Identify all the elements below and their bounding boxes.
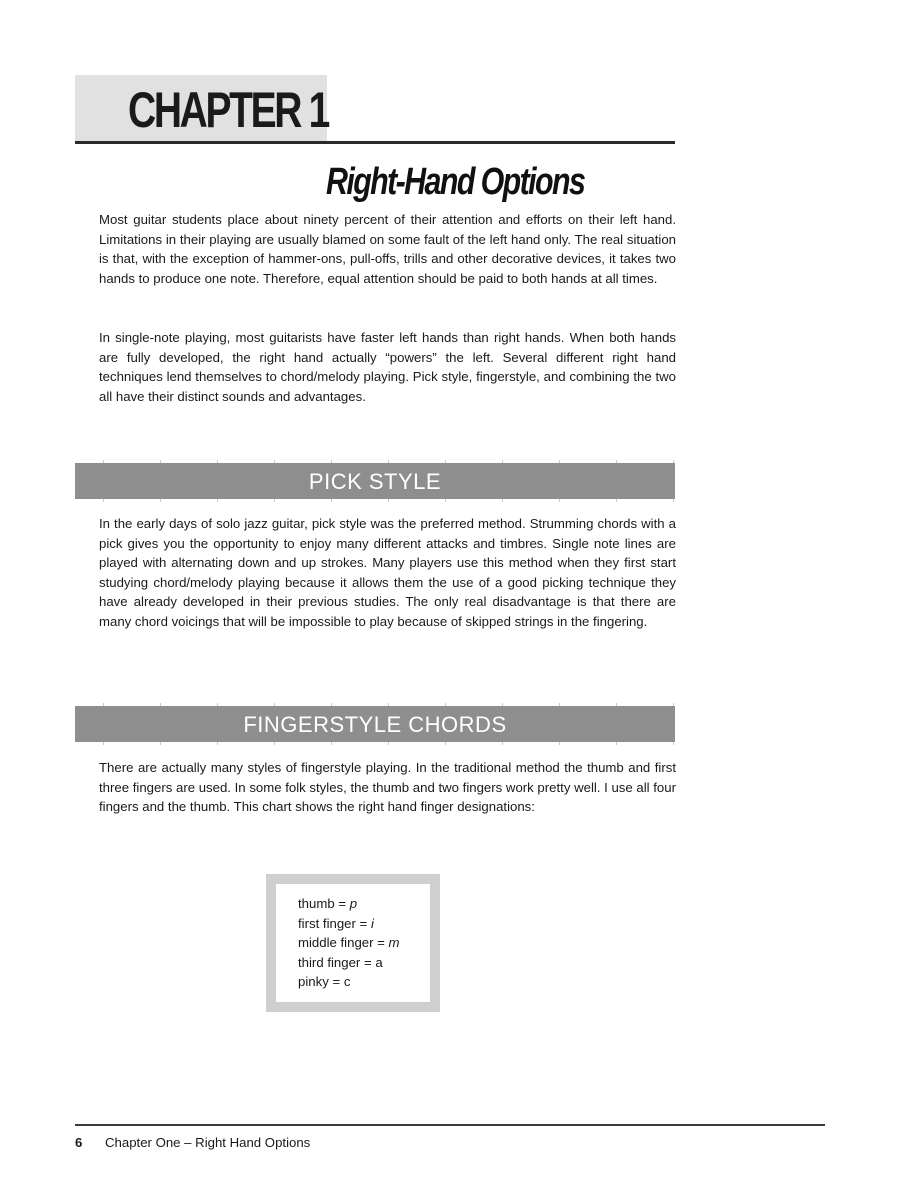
- finger-label: middle finger =: [298, 935, 389, 950]
- chapter-label: CHAPTER 1: [128, 82, 328, 138]
- chapter-rule: [75, 141, 675, 144]
- finger-symbol: c: [343, 974, 351, 989]
- section-header-ticks-top: [75, 703, 675, 706]
- footer-rule: [75, 1124, 825, 1126]
- page-footer: [75, 1134, 310, 1152]
- finger-designation-chart: [266, 874, 440, 1012]
- page-title: Right-Hand Options: [326, 161, 585, 203]
- section-header-ticks-top: [75, 460, 675, 463]
- section-header-fingerstyle-chords: [75, 706, 675, 742]
- finger-symbol: p: [349, 896, 358, 911]
- finger-item-thumb: [298, 894, 400, 914]
- pick-style-paragraph: In the early days of solo jazz guitar, pick style was the preferred method. Strumming chords with a pick gives you the opportunity to enjoy many different attacks and timbres. Single note lines are played with alternating down and up strokes. Many players use this method when they first start studying chord/melody playing because it allows them the use of a good picking technique they have already developed in their previous studies. The only real disadvantage is that there are many chord voicings that will be impossible to play because of skipped strings in the fingering.: [99, 516, 676, 629]
- finger-label: pinky =: [298, 974, 344, 989]
- finger-item-third: [298, 953, 400, 973]
- finger-symbol: i: [370, 915, 374, 931]
- section-header-pick-style: [75, 463, 675, 499]
- running-footer-title: Chapter One – Right Hand Options: [105, 1135, 311, 1150]
- section-header-ticks-bottom: [75, 499, 675, 502]
- intro-paragraph-1: Most guitar students place about ninety percent of their attention and efforts on their left hand. Limitations in their playing are usually blamed on some fault of the left hand only. The real situation is that, with the exception of hammer-ons, pull-offs, trills and other decorative devices, it takes two hands to produce one note. Therefore, equal attention should be paid to both hands at all times.: [99, 212, 676, 286]
- intro-paragraph-2: In single-note playing, most guitarists have faster left hands than right hands. When both hands are fully developed, the right hand actually “powers” the left. Several different right hand techniques lend themselves to chord/melody playing. Pick style, fingerstyle, and combining the two all have their distinct sounds and advantages.: [99, 330, 676, 404]
- section-title: FINGERSTYLE CHORDS: [243, 712, 507, 737]
- page-number: 6: [75, 1135, 83, 1150]
- finger-label: thumb =: [298, 896, 350, 911]
- finger-label: first finger =: [298, 915, 371, 931]
- finger-label: third finger =: [298, 954, 376, 970]
- finger-list: [298, 894, 400, 992]
- finger-item-middle: [298, 933, 400, 953]
- finger-symbol: m: [388, 935, 400, 950]
- finger-symbol: a: [375, 954, 383, 970]
- section-header-ticks-bottom: [75, 742, 675, 745]
- section-title: PICK STYLE: [308, 469, 442, 494]
- finger-item-first: [298, 914, 400, 934]
- finger-item-pinky: [298, 972, 400, 992]
- fingerstyle-paragraph: There are actually many styles of fingerstyle playing. In the traditional method the thumb and first three fingers are used. In some folk styles, the thumb and two fingers work pretty well. I use all four fingers and the thumb. This chart shows the right hand finger designations:: [99, 760, 676, 814]
